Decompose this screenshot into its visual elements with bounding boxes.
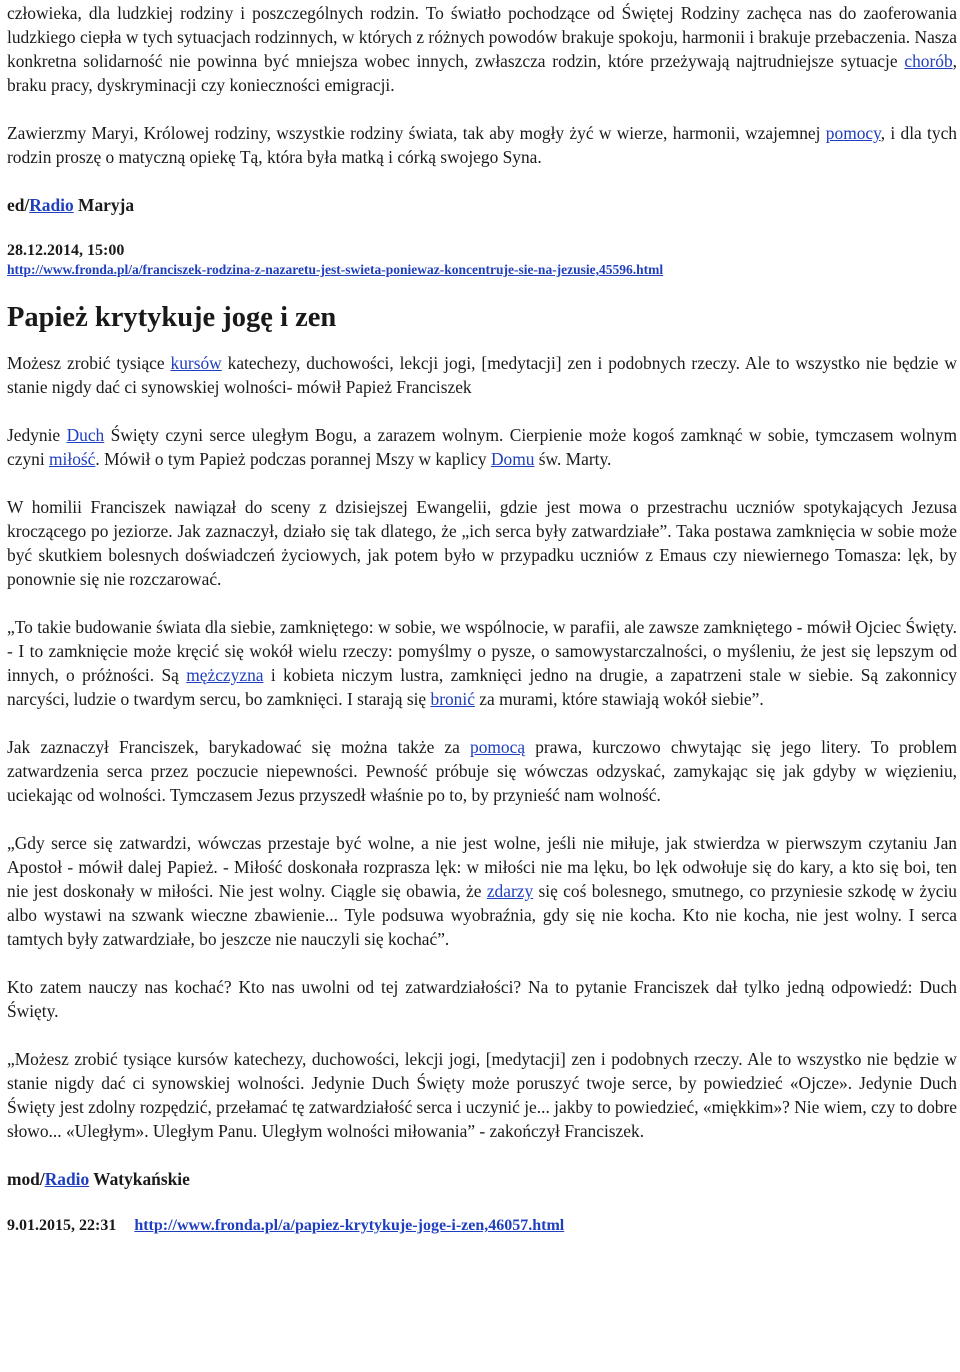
link-radio-2[interactable]: Radio xyxy=(44,1169,90,1189)
signature xyxy=(7,193,957,217)
signature-suffix: Watykańskie xyxy=(89,1169,190,1189)
paragraph-text: Możesz zrobić tysiące xyxy=(7,353,171,373)
paragraph-text: Jak zaznaczył Franciszek, barykadować się można także za xyxy=(7,737,471,757)
paragraph: W homilii Franciszek nawiązał do sceny z dzisiejszej Ewangelii, gdzie jest mowa o przestrachu uczniów spotykających Jezusa kroczącego po jeziorze. Jak zaznaczył, działo się tak dlatego, że „ich serca były zatwardziałe”. Taka postawa zamknięcia w sobie może być skutkiem bolesnych doświadczeń życiowych, jak potem było w przypadku uczniów z Emaus czy niewiernego Tomasza: lęk, by ponownie się nie rozczarować. xyxy=(7,497,957,589)
paragraph-text: , i dla tych rodzin proszę o matyczną opiekę Tą, która była matką i córką swojego Syna. xyxy=(7,123,957,167)
paragraph xyxy=(7,615,957,711)
paragraph xyxy=(7,351,957,399)
link-pomocy[interactable]: pomocy xyxy=(825,123,881,143)
link-duch[interactable]: Duch xyxy=(66,425,105,445)
link-zdarzy[interactable]: zdarzy xyxy=(486,881,534,901)
paragraph-text: się coś bolesnego, smutnego, co przyniesie szkodę w życiu albo wystawi na szwank wieczne zbawienie... Tyle podsuwa wyobraźnia, gdy się nie kocha. Kto nie kocha, nie jest wolny. I serca tamtych były zatwardziałe, bo jeszcze nie nauczyli się kochać”. xyxy=(7,881,958,949)
article-title: Papież krytykuje jogę i zen xyxy=(7,302,337,333)
paragraph-text: „Gdy serce się zatwardzi, wówczas przestaje być wolne, a nie jest wolne, jeśli nie miłuje, jak stwierdza w pierwszym czytaniu Jan Apostoł - mówił dalej Papież. - Miłość doskonała rozprasza lęk: w miłości nie ma lęku, bo lęk odwołuje się do kary, a kto się boi, ten nie jest doskonały w miłości. Nie jest wolny. Ciągle się obawia, że xyxy=(7,833,957,901)
link-radio[interactable]: Radio xyxy=(29,195,74,215)
paragraph-text: Zawierzmy Maryi, Królowej rodziny, wszystkie rodziny świata, tak aby mogły żyć w wierze, harmonii, wzajemnej xyxy=(7,123,826,143)
article-footer xyxy=(7,1217,957,1235)
paragraph-text: . Mówił o tym Papież podczas porannej Mszy w kaplicy xyxy=(95,449,491,469)
article-date: 9.01.2015, 22:31 xyxy=(7,1217,117,1234)
paragraph-text: prawa, kurczowo chwytając się jego litery. To problem zatwardzenia serca przez poczucie niepewności. Pewność próbuje się wówczas odzyskać, zamykając się jak gdyby w więzieniu, uciekając od wolności. Tymczasem Jezus przyszedł właśnie po to, by przynieść nam wolność. xyxy=(7,737,958,805)
paragraph-text: człowieka, dla ludzkiej rodziny i poszczególnych rodzin. To światło pochodzące od Świętej Rodziny zachęca nas do zaoferowania ludzkiego ciepła w tych sytuacjach rodzinnych, w których z różnych powodów brakuje spokoju, harmonii i brakuje przebaczenia. Nasza konkretna solidarność nie powinna być mniejsza wobec innych, zwłaszcza rodzin, które przeżywają najtrudniejsze sytuacje xyxy=(7,3,957,71)
paragraph xyxy=(7,735,957,807)
signature-prefix: mod/ xyxy=(7,1169,45,1189)
link-pomoca[interactable]: pomocą xyxy=(470,737,526,757)
paragraph: Kto zatem nauczy nas kochać? Kto nas uwolni od tej zatwardziałości? Na to pytanie Franciszek dał tylko jedną odpowiedź: Duch Święty. xyxy=(7,977,957,1021)
paragraph-text: , braku pracy, dyskryminacji czy konieczności emigracji. xyxy=(7,51,957,95)
source-url-link[interactable]: http://www.fronda.pl/a/papiez-krytykuje-joge-i-zen,46057.html xyxy=(134,1217,565,1234)
link-mezczyzna[interactable]: mężczyzna xyxy=(186,665,264,685)
link-kursow[interactable]: kursów xyxy=(170,353,222,373)
paragraph-text: katechezy, duchowości, lekcji jogi, [medytacji] zen i podobnych rzeczy. Ale to wszystko nie będzie w stanie nigdy dać ci synowskiej wolności- mówił Papież Franciszek xyxy=(7,353,957,397)
paragraph xyxy=(7,423,957,471)
signature xyxy=(7,1167,957,1191)
paragraph xyxy=(7,1,957,97)
link-bronic[interactable]: bronić xyxy=(430,689,475,709)
source-url-link[interactable]: http://www.fronda.pl/a/franciszek-rodzina-z-nazaretu-jest-swieta-poniewaz-koncentruje-sie-na-jezusie,45596.html xyxy=(7,262,664,277)
article-date: 28.12.2014, 15:00 xyxy=(7,242,125,259)
link-chorob[interactable]: chorób xyxy=(904,51,953,71)
signature-prefix: ed/ xyxy=(7,195,30,215)
link-domu[interactable]: Domu xyxy=(490,449,535,469)
paragraph-text: Święty czyni serce uległym Bogu, a zarazem wolnym. Cierpienie może kogoś zamknąć w sobie, tymczasem wolnym czyni xyxy=(7,425,957,469)
signature-suffix: Maryja xyxy=(73,195,135,215)
paragraph xyxy=(7,121,957,169)
paragraph-text: św. Marty. xyxy=(534,449,612,469)
paragraph xyxy=(7,831,957,951)
paragraph-text: i kobieta niczym lustra, zamknięci jedno na drugie, a zapatrzeni stale w siebie. Są zakonnicy narcyści, ludzie o twardym sercu, bo zamknięci. I starają się xyxy=(7,665,957,709)
paragraph-text: „To takie budowanie świata dla siebie, zamkniętego: w sobie, we wspólnocie, w parafii, ale zawsze zamkniętego - mówił Ojciec Święty. - I to zamknięcie może kręcić się wokół wielu rzeczy: pomyślmy o pysze, o samowystarczalności, o myśleniu, że jest się lepszym od innych, o próżności. Są xyxy=(7,617,957,685)
paragraph: „Możesz zrobić tysiące kursów katechezy, duchowości, lekcji jogi, [medytacji] zen i podobnych rzeczy. Ale to wszystko nie będzie w stanie nigdy dać ci synowskiej wolności. Jedynie Duch Święty może poruszyć twoje serce, by powiedzieć «Ojcze». Jedynie Duch Święty jest zdolny rozpędzić, przełamać tę zatwardziałość serca i uczynić je... jakby to powiedzieć, «miękkim»? Nie wiem, czy to dobre słowo... «Uległym». Uległym Panu. Uległym wolności miłowania” - zakończył Franciszek. xyxy=(7,1049,957,1141)
link-milosc[interactable]: miłość xyxy=(49,449,96,469)
paragraph-text: Jedynie xyxy=(7,425,67,445)
paragraph-text: za murami, które stawiają wokół siebie”. xyxy=(474,689,764,709)
